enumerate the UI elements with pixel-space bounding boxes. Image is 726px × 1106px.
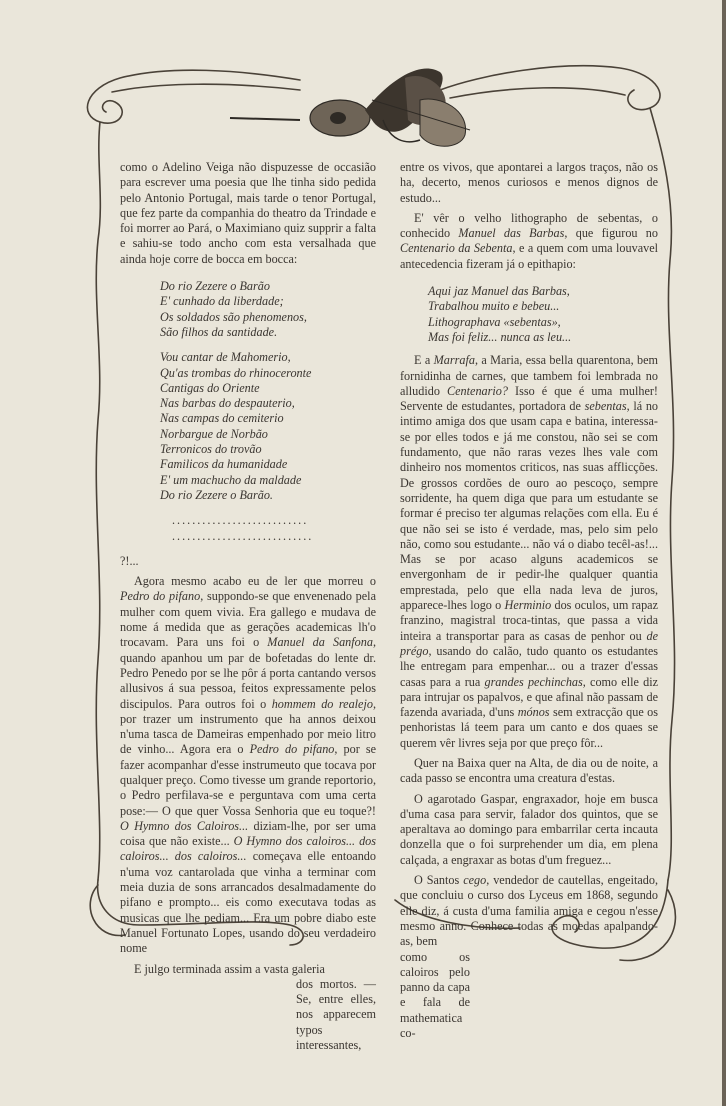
text: O Santos [414, 873, 464, 888]
paragraph: E julgo terminada assim a vasta galeria [134, 961, 325, 976]
poem-stanza [160, 279, 376, 340]
text: E a [414, 353, 434, 368]
text: , quando apanhou um par de bofetadas do lente dr. Pedro Penedo por se lhe pôr á porta cantando versos allusivos á sua pessoa, feitos expressamente pelos discipulos. Para outros foi o [120, 635, 376, 711]
text: E' vêr o velho lithographo de sebentas, o conhecido [400, 210, 658, 241]
emphasis: hommem do realejo [271, 696, 373, 711]
verse-line: Do rio Zezere o Barão. [160, 487, 273, 502]
instruments-vignette-icon [230, 68, 470, 146]
verse-line: Cantigas do Oriente [160, 380, 260, 395]
emphasis: Marrafa [433, 353, 475, 368]
emphasis: Centenario? [447, 383, 508, 398]
verse-line: Nas barbas do despauterio, [160, 396, 295, 411]
emphasis: Pedro do pifano [249, 742, 335, 757]
ellipsis-row: ............................ [172, 528, 314, 543]
verse-line: Qu'as trombas do rhinoceronte [160, 365, 312, 380]
paragraph [400, 353, 658, 751]
text: , como elle diz para intrujar os papalvos, e que afinal não passam de fazenda avariada, d'uns [400, 674, 658, 720]
text: , por trazer um instrumento que ha annos deixou n'uma tasca de Dameiras empenhado por meio litro de vinho... Agora era o [120, 696, 376, 757]
paragraph: Quer na Baixa quer na Alta, de dia ou de noite, a cada passo se encontra uma creatura d'estas. [400, 755, 658, 786]
paragraph: como o Adelino Veiga não dispuzesse de occasião para escrever uma poesia que lhe tinha sido pedida pelo Antonio Portugal, mais tarde o tenor Portugal, que fez parte da companhia do theatro da Trindade e foi morrer ao Pará, o Maximiano quiz supprir a falta e sahiu-se todo ancho com esta versalhada que ainda hoje corre de bocca em bocca: [120, 160, 376, 266]
emphasis: cego [463, 873, 487, 888]
paragraph [120, 574, 376, 956]
verse-line: Norbargue de Norbão [160, 426, 268, 441]
verse-line: Terronicos do trovão [160, 442, 262, 457]
verse-line: Mas foi feliz... nunca as leu... [428, 329, 572, 344]
text: , por se fazer acompanhar d'esse instrumeuto que tocava por qualquer preço. Como tivesse um grande reportorio, o Pedro perfilava-se e perguntava com uma certa pose:— O que quer Vossa Senhoria que eu toque?! [120, 742, 376, 818]
text: dos oculos, um rapaz franzino, magistral troca-tintas, que passa a vida inteira a transportar para as casas de penhor ou [400, 598, 658, 643]
emphasis: O Hymno dos Caloiros... [120, 818, 249, 833]
verse-line: Vou cantar de Mahomerio, [160, 350, 291, 365]
text: , usando do calão, tudo quanto os estudantes lhe entregam para empenhar... ou a trazer d'essas casas para a rua [400, 643, 658, 689]
text: diziam-lhe, por ser uma coisa que não existe... [120, 818, 376, 849]
emphasis: O Hymno dos caloiros... dos caloiros... dos caloiros... [120, 834, 376, 864]
text: , suppondo-se que envenenado pela mulher com quem vivia. Era gallego e mudava de nome á medida que as gerações academicas lh'o trocavam. Para uns foi o [120, 589, 376, 650]
poem [160, 279, 376, 503]
verse-line: São filhos da santidade. [160, 324, 278, 339]
verse-line: Trabalhou muito e bebeu... [428, 299, 560, 314]
text: sem extracção que os penhoristas lá teem para um canto e dos quaes se querem vêr livres seja por que preço fôr... [400, 705, 659, 750]
emphasis: Herminio [504, 598, 552, 613]
paragraph [400, 211, 658, 272]
left-column [120, 160, 376, 1053]
paragraph-narrow: dos mortos. — Se, entre elles, nos apparecem typos interessantes, [296, 976, 376, 1053]
verse-line: Familicos da humanidade [160, 457, 288, 472]
text: Agora mesmo acabo eu de ler que morreu o [134, 574, 376, 589]
emphasis: Manuel das Barbas [458, 226, 565, 241]
emphasis: sebentas [584, 399, 627, 414]
emphasis: Centenario da Sebenta [400, 241, 513, 256]
epitaph-poem [428, 284, 658, 345]
paragraph: O agarotado Gaspar, engraxador, hoje em busca d'uma casa para servir, falador dos quintos, que se aperaltava ao domingo para embarrilar certa incauta donzella que o foi surprehender um dia, em plena calçada, a engraxar as botas d'um freguez... [400, 791, 658, 867]
ellipsis-row: ........................... [172, 513, 309, 528]
emphasis: grandes pechinchas [484, 674, 583, 689]
verse-line: E' um machucho da maldade [160, 472, 302, 487]
verse-line: Aqui jaz Manuel das Barbas, [428, 284, 570, 299]
verse-line: Nas campas do cemiterio [160, 411, 284, 426]
text: , vendedor de cautellas, engeitado, que concluiu o curso dos Lyceus em 1868, segundo elle diz, á custa d'uma familia amiga e cegou n'esse mesmo anno. Conhece todas as moedas apalpando-as, bem [400, 873, 658, 949]
paragraph-narrow: como os caloiros pelo panno da capa e fala de mathematica co- [400, 949, 470, 1041]
paragraph: entre os vivos, que apontarei a largos traços, não os ha, decerto, menos curiosos e menos dignos de estudo... [400, 160, 658, 205]
text: Isso é que é uma mulher! Servente de estudantes, portadora de [400, 383, 658, 414]
verse-line: Lithographava «sebentas», [428, 314, 561, 329]
page-edge-shadow [722, 0, 726, 1106]
paragraph-lead: ?!... [120, 553, 139, 568]
text: , lá no intimo amiga dos que usam capa e batina, interessa-se por elles todos e já me constou, não sei se com fundamento, que não raras vezes lhes vale com dinheiro nos momentos criticos, nas suas afflicções. De grossos cordões de ouro ao pescoço, sempre sorridente, ha quem diga que para um estudante se formar é preciso ter algumas relações com ella. Eu é que não sei se isto é verdade, mas, pelo sim pelo não, como sou estudante... não vá o diabo tecêl-as!... Mas se por acaso alguns academicos se envergonham de ir pedir-lhe qualquer quantia emprestada, pelo que ella nada leva de juros, apparece-lhes logo o [400, 399, 659, 613]
poem-stanza [160, 350, 376, 503]
text: , e a quem com uma louvavel antecedencia fizeram já o epithapio: [400, 241, 658, 271]
emphasis: Manuel da Sanfona [267, 635, 373, 650]
text: começava elle entoando n'uma voz cantarolada que vinha a terminar com meia duzia de sons arrancados desalmadamente do pifano e prompto... eis como executava todas as musicas que lhe pediam... Era um pobre diabo este Manuel Fortunato Lopes, usando do seu verdadeiro nome [120, 849, 376, 956]
emphasis: de prégo [400, 628, 658, 658]
verse-line: Os soldados são phenomenos, [160, 309, 307, 324]
verse-line: Do rio Zezere o Barão [160, 279, 270, 294]
paragraph [400, 873, 658, 949]
right-column [400, 160, 658, 1041]
text: , a Maria, essa bella quarentona, bem fornidinha de carnes, que tambem foi lembrada no alludido [400, 353, 658, 398]
verse-line: E' cunhado da liberdade; [160, 294, 284, 309]
text: , que figurou no [564, 226, 658, 241]
emphasis: mónos [517, 705, 550, 720]
emphasis: Pedro do pifano [120, 589, 201, 604]
